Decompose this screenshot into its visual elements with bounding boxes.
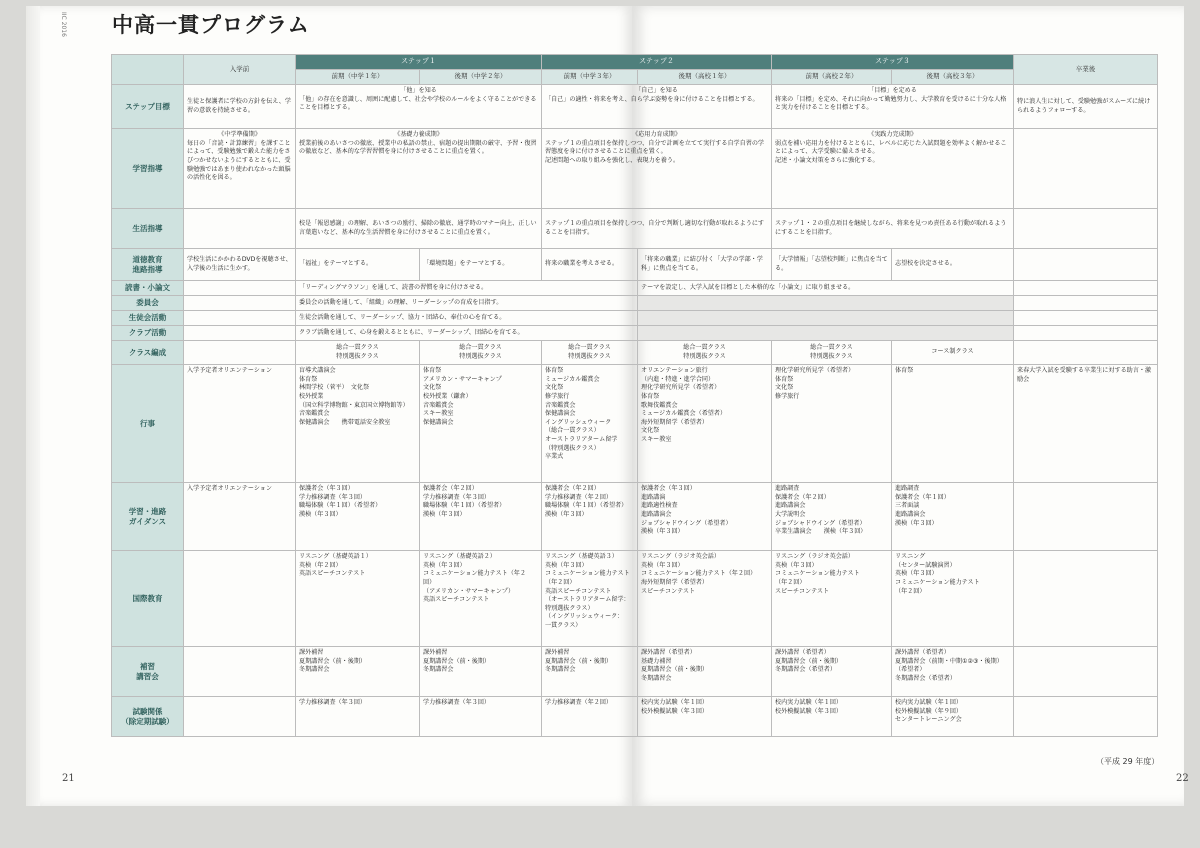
- row-label: 試験関係 （除定期試験）: [112, 697, 184, 737]
- cell-text: 将来の「目標」を定め、それに向かって勤勉努力し、大学教育を受けるに十分な人格と実力を付けることを目標とする。: [775, 95, 1007, 112]
- cell: 保護者会（年３回） 進路講演 進路適性検査 進路講演会 ジョブシャドウイング（希望者） 漢検（年３回）: [638, 483, 772, 551]
- row-label: 学習指導: [112, 129, 184, 209]
- row-label: 行事: [112, 365, 184, 483]
- col-nyugakumae: 入学前: [184, 55, 296, 85]
- cell: 総合一貫クラス 特別選抜クラス: [296, 341, 420, 365]
- row-label: 国際教育: [112, 551, 184, 647]
- cell-heading: 《実践力完成期》: [868, 131, 917, 138]
- cell: 課外講習（希望者） 夏期講習会（前・後期） 冬期講習会（希望者）: [772, 647, 892, 697]
- cell: [638, 311, 1014, 326]
- cell: コース制クラス: [892, 341, 1014, 365]
- cell: [542, 85, 772, 129]
- period-header: 前期（中学１年）: [296, 70, 420, 85]
- cell: リスニング （センター試験演習） 英検（年３回） コミュニケーション能力テスト （年２回）: [892, 551, 1014, 647]
- cell: 「福祉」をテーマとする。: [296, 249, 420, 281]
- cell-text: ステップ１の重点項目を保持しつつ、自分で計画を立てて実行する自学自習の学習態度を身に付けさせることに重点を置く。 記述問題への取り組みを強化し、表現力を養う。: [545, 139, 765, 164]
- cell: 「リーディングマラソン」を通して、読書の習慣を身に付けさせる。: [296, 281, 638, 296]
- col-sotsugyogo: 卒業後: [1014, 55, 1158, 85]
- cell: 将来の職業を考えさせる。: [542, 249, 638, 281]
- cell: [184, 341, 296, 365]
- cell: 「将来の職業」に結び付く「大学の学部・学科」に焦点を当てる。: [638, 249, 772, 281]
- spine-tag: IIC 2016: [60, 12, 67, 37]
- cell-heading: 《基礎力養成期》: [394, 131, 443, 138]
- row-step-goal: [112, 85, 1158, 129]
- corner-cell: [112, 55, 184, 85]
- cell-text: 授業前後のあいさつの徹底、授業中の私語の禁止、宿題の提出期限の厳守、予習・復習の徹底など、基本的な学習習慣を身に付けさせることに重点を置く。: [299, 139, 537, 156]
- cell: 生徒会活動を通して、リーダーシップ、協力・団結心、奉仕の心を育てる。: [296, 311, 638, 326]
- cell: 校是「報恩感謝」の理解、あいさつの励行、掃除の徹底、通学時のマナー向上、正しい言葉遣いなど、基本的な生活習慣を身に付けさせることに重点を置く。: [296, 209, 542, 249]
- cell: 入学予定者オリエンテーション: [184, 365, 296, 483]
- cell: リスニング（基礎英語１） 英検（年２回） 英語スピーチコンテスト: [296, 551, 420, 647]
- cell: [638, 296, 1014, 311]
- cell: 保護者会（年３回） 学力推移調査（年３回） 職場体験（年１回）（希望者） 漢検（年３回）: [296, 483, 420, 551]
- cell: [1014, 647, 1158, 697]
- page-title: 中高一貫プログラム: [112, 12, 310, 37]
- row-label: クラブ活動: [112, 326, 184, 341]
- row-label: 読書・小論文: [112, 281, 184, 296]
- cell: リスニング（基礎英語２） 英検（年３回） コミュニケーション能力テスト（年２回） （アメリカン・サマーキャンプ） 英語スピーチコンテスト: [420, 551, 542, 647]
- page-number-left: 21: [62, 773, 75, 784]
- cell: 生徒と保護者に学校の方針を伝え、学習の意欲を持続させる。: [184, 85, 296, 129]
- header-step2: ステップ２: [542, 55, 772, 70]
- cell: リスニング（ラジオ英会話） 英検（年３回） コミュニケーション能力テスト （年２回） スピーチコンテスト: [772, 551, 892, 647]
- row-label: 道徳教育 進路指導: [112, 249, 184, 281]
- cell-heading: 「自己」を知る: [635, 87, 678, 94]
- cell: 総合一貫クラス 特別選抜クラス: [772, 341, 892, 365]
- row-moral: [112, 249, 1158, 281]
- row-student-council: [112, 311, 1158, 326]
- cell: 学校生活にかかわるDVDを視聴させ、入学後の生活に生かす。: [184, 249, 296, 281]
- cell: リスニング（ラジオ英会話） 英検（年３回） コミュニケーション能力テスト（年２回） 海外短期留学（希望者） スピーチコンテスト: [638, 551, 772, 647]
- cell: 盲導犬講演会 体育祭 林間学校（菅平） 文化祭 校外授業 （国立科学博物館・東京国立博物館等） 音楽鑑賞会 保健講演会 携帯電話安全教室: [296, 365, 420, 483]
- cell-heading: 《中学準備期》: [218, 131, 261, 138]
- row-life: [112, 209, 1158, 249]
- row-exam: [112, 697, 1158, 737]
- cell: 進路調査 保護者会（年２回） 進路講演会 大学説明会 ジョブシャドウイング（希望者） 卒業生講演会 漢検（年３回）: [772, 483, 892, 551]
- period-header: 後期（高校１年）: [638, 70, 772, 85]
- cell: クラブ活動を通して、心身を鍛えるとともに、リーダーシップ、団結心を育てる。: [296, 326, 638, 341]
- cell: 保護者会（年２回） 学力推移調査（年３回） 職場体験（年１回）（希望者） 漢検（年３回）: [420, 483, 542, 551]
- cell-heading: 「他」を知る: [400, 87, 437, 94]
- cell: [184, 326, 296, 341]
- cell: [1014, 249, 1158, 281]
- cell: 入学予定者オリエンテーション: [184, 483, 296, 551]
- cell: [184, 209, 296, 249]
- cell: 校内実力試験（年１回） 校外模擬試験（年９回） センタートレーニング会: [892, 697, 1014, 737]
- cell: 総合一貫クラス 特別選抜クラス: [420, 341, 542, 365]
- page-number-right: 22: [1176, 773, 1189, 784]
- row-label: 生活指導: [112, 209, 184, 249]
- cell: 学力推移調査（年２回）: [542, 697, 638, 737]
- row-events: [112, 365, 1158, 483]
- row-label: 補習 講習会: [112, 647, 184, 697]
- row-label: ステップ目標: [112, 85, 184, 129]
- cell: [296, 85, 542, 129]
- cell: [1014, 326, 1158, 341]
- cell: 学力推移調査（年３回）: [420, 697, 542, 737]
- cell: ステップ１の重点項目を保持しつつ、自分で判断し適切な行動が取れるようにすることを目指す。: [542, 209, 772, 249]
- cell: ステップ１・２の重点項目を継続しながら、将来を見つめ責任ある行動が取れるようにすることを目指す。: [772, 209, 1014, 249]
- cell: [1014, 281, 1158, 296]
- period-header: 前期（中学３年）: [542, 70, 638, 85]
- cell: 学力推移調査（年３回）: [296, 697, 420, 737]
- cell: [1014, 296, 1158, 311]
- cell: 校内実力試験（年１回） 校外模擬試験（年３回）: [638, 697, 772, 737]
- row-guidance: [112, 483, 1158, 551]
- period-header: 前期（高校２年）: [772, 70, 892, 85]
- period-header: 後期（高校３年）: [892, 70, 1014, 85]
- cell: [296, 129, 542, 209]
- cell: 総合一貫クラス 特別選抜クラス: [542, 341, 638, 365]
- row-label: 委員会: [112, 296, 184, 311]
- cell-text: 「自己」の適性・将来を考え、自ら学ぶ姿勢を身に付けることを目標とする。: [545, 95, 759, 103]
- row-reading: [112, 281, 1158, 296]
- cell: [184, 697, 296, 737]
- row-label: クラス編成: [112, 341, 184, 365]
- cell: 課外講習（希望者） 基礎力補習 夏期講習会（前・後期） 冬期講習会: [638, 647, 772, 697]
- cell: [1014, 209, 1158, 249]
- cell: 保護者会（年２回） 学力推移調査（年２回） 職場体験（年１回）（希望者） 漢検（年３回）: [542, 483, 638, 551]
- row-club: [112, 326, 1158, 341]
- cell: 課外補習 夏期講習会（前・後期） 冬期講習会: [542, 647, 638, 697]
- row-label: 学習・進路 ガイダンス: [112, 483, 184, 551]
- cell: [1014, 341, 1158, 365]
- cell: [1014, 483, 1158, 551]
- cell: 委員会の活動を通して、「組織」の理解、リーダーシップの育成を目指す。: [296, 296, 638, 311]
- cell: テーマを設定し、大学入試を目標とした本格的な「小論文」に取り組ませる。: [638, 281, 1014, 296]
- cell: 総合一貫クラス 特別選抜クラス: [638, 341, 772, 365]
- cell: [184, 281, 296, 296]
- cell: 課外補習 夏期講習会（前・後期） 冬期講習会: [420, 647, 542, 697]
- cell: 特に浪人生に対して、受験勉強がスムーズに続けられるようフォローする。: [1014, 85, 1158, 129]
- cell: 体育祭 ミュージカル鑑賞会 文化祭 修学旅行 音楽鑑賞会 保健講演会 イングリッシュウィーク （総合一貫クラス） オーストラリアターム留学 （特別選抜クラス） 卒業式: [542, 365, 638, 483]
- book-edge: [26, 6, 40, 806]
- cell: [772, 85, 1014, 129]
- cell: [184, 296, 296, 311]
- cell: オリエンテーション旅行 （内進・特進・進学合同） 理化学研究所見学（希望者） 体育祭 歌舞伎鑑賞会 ミュージカル鑑賞会（希望者） 海外短期留学（希望者） 文化祭 スキー教室: [638, 365, 772, 483]
- cell: 進路調査 保護者会（年１回） 三者面談 進路講演会 漢検（年３回）: [892, 483, 1014, 551]
- period-header: 後期（中学２年）: [420, 70, 542, 85]
- cell: [184, 129, 296, 209]
- cell: [184, 551, 296, 647]
- cell-text: 「他」の存在を意識し、周囲に配慮して、社会や学校のルールをよく守ることができることを目標とする。: [299, 95, 537, 112]
- cell: 「大学情報」「志望校判断」に焦点を当てる。: [772, 249, 892, 281]
- cell: リスニング（基礎英語３） 英検（年３回） コミュニケーション能力テスト （年２回） 英語スピーチコンテスト （オーストラリアターム留学： 特別選抜クラス） （イングリッシュウィーク： 一貫クラス）: [542, 551, 638, 647]
- row-committee: [112, 296, 1158, 311]
- cell: 課外補習 夏期講習会（前・後期） 冬期講習会: [296, 647, 420, 697]
- row-label: 生徒会活動: [112, 311, 184, 326]
- cell: [1014, 129, 1158, 209]
- cell: [542, 129, 772, 209]
- cell: [638, 326, 1014, 341]
- cell: 校内実力試験（年１回） 校外模擬試験（年３回）: [772, 697, 892, 737]
- cell: 「環境問題」をテーマとする。: [420, 249, 542, 281]
- cell: [1014, 551, 1158, 647]
- row-study: [112, 129, 1158, 209]
- cell: 理化学研究所見学（希望者） 体育祭 文化祭 修学旅行: [772, 365, 892, 483]
- fiscal-year-note: （平成 29 年度）: [1096, 757, 1160, 766]
- cell: [1014, 311, 1158, 326]
- header-step3: ステップ３: [772, 55, 1014, 70]
- row-supplement: [112, 647, 1158, 697]
- cell-heading: 「目標」を定める: [868, 87, 917, 94]
- cell: 課外講習（希望者） 夏期講習会（前期・中期①②③・後期） （希望者） 冬期講習会（希望者）: [892, 647, 1014, 697]
- cell: [184, 647, 296, 697]
- cell: 体育祭 アメリカン・サマーキャンプ 文化祭 校外授業（鎌倉） 音楽鑑賞会 スキー教室 保健講演会: [420, 365, 542, 483]
- row-international: [112, 551, 1158, 647]
- cell-text: 弱点を補い応用力を付けるとともに、レベルに応じた入試問題を効率よく解かせることによって、大学受験に備えさせる。 記述・小論文対策をさらに強化する。: [775, 139, 1007, 164]
- program-table: [111, 54, 1158, 737]
- cell: 来春大学入試を受験する卒業生に対する助言・激励会: [1014, 365, 1158, 483]
- row-class: [112, 341, 1158, 365]
- header-step1: ステップ１: [296, 55, 542, 70]
- cell-text: 毎日の「音読・計算練習」を課すことによって、受験勉強で鍛えた能力をさびつかせないようにするとともに、受験勉強ではあまり使われなかった頭脳の活性化を図る。: [187, 139, 291, 182]
- cell: 体育祭: [892, 365, 1014, 483]
- cell-heading: 《応用力育成期》: [632, 131, 681, 138]
- cell: 志望校を決定させる。: [892, 249, 1014, 281]
- cell: [184, 311, 296, 326]
- cell: [772, 129, 1014, 209]
- cell: [1014, 697, 1158, 737]
